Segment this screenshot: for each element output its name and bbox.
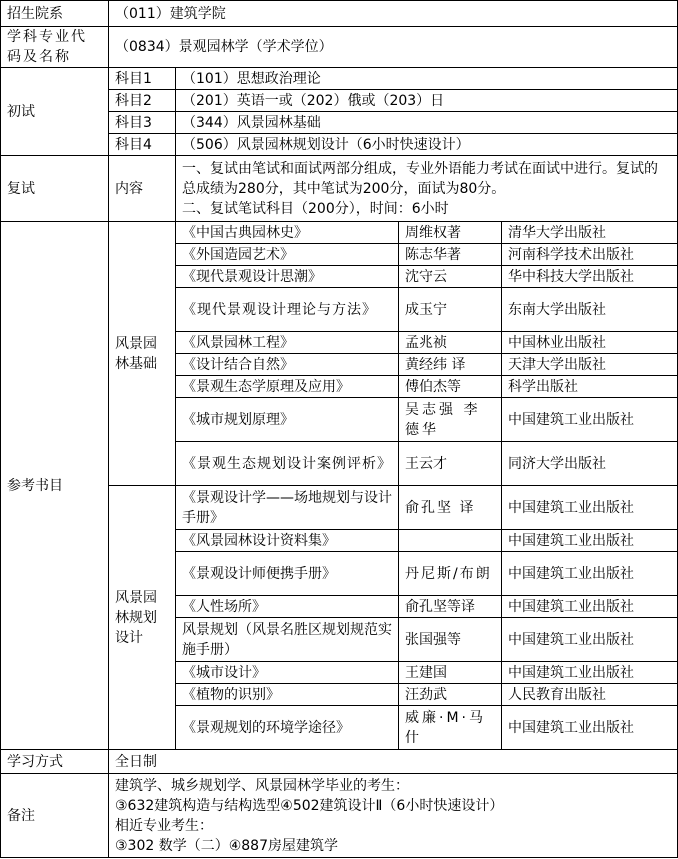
prelim-subject-4-name: 科目4 — [109, 134, 176, 156]
ref-author: 丹尼斯/布朗 — [399, 552, 502, 596]
notes-line-4: ③302 数学（二）④887房屋建筑学 — [115, 837, 338, 854]
notes-line-3: 相近专业考生： — [115, 817, 213, 834]
mode-row — [1, 750, 678, 774]
retest-row — [1, 156, 678, 222]
ref-title: 《中国古典园林史》 — [176, 222, 399, 244]
ref-publisher: 中国建筑工业出版社 — [502, 596, 678, 618]
ref-author: 周维权著 — [399, 222, 502, 244]
prelim-subject-4-value: （506）风景园林规划设计（6小时快速设计） — [176, 134, 678, 156]
ref-author: 俞孔坚等译 — [399, 596, 502, 618]
retest-content — [176, 156, 678, 222]
retest-line-2: 二、复试笔试科目（200分），时间：6小时 — [182, 200, 449, 217]
ref-publisher: 中国建筑工业出版社 — [502, 530, 678, 552]
ref-publisher: 华中科技大学出版社 — [502, 266, 678, 288]
ref-publisher: 天津大学出版社 — [502, 354, 678, 376]
ref-title: 风景规划（风景名胜区规划规范实施手册） — [176, 618, 399, 662]
ref-title: 《外国造园艺术》 — [176, 244, 399, 266]
retest-sub-label: 内容 — [109, 156, 176, 222]
ref-title: 《景观生态学原理及应用》 — [176, 376, 399, 398]
major-row — [1, 27, 678, 68]
ref-publisher: 人民教育出版社 — [502, 684, 678, 706]
ref-publisher: 中国建筑工业出版社 — [502, 662, 678, 684]
notes-label: 备注 — [1, 774, 109, 858]
notes-row — [1, 774, 678, 858]
ref-author: 黄经纬 译 — [399, 354, 502, 376]
prelim-subject-1-name: 科目1 — [109, 68, 176, 90]
ref-group-2-name: 风景园林规划设计 — [109, 486, 176, 750]
ref-author: 吴志强 李德华 — [399, 398, 502, 442]
ref-title: 《城市设计》 — [176, 662, 399, 684]
ref-title: 《风景园林工程》 — [176, 332, 399, 354]
retest-line-1: 一、复试由笔试和面试两部分组成，专业外语能力考试在面试中进行。复试的总成绩为280分，其中笔试为200分，面试为80分。 — [182, 160, 658, 197]
mode-label: 学习方式 — [1, 750, 109, 774]
ref-title: 《风景园林设计资料集》 — [176, 530, 399, 552]
ref-publisher: 中国建筑工业出版社 — [502, 618, 678, 662]
ref-author: 沈守云 — [399, 266, 502, 288]
ref-author: 傅伯杰等 — [399, 376, 502, 398]
ref-title: 《现代景观设计思潮》 — [176, 266, 399, 288]
ref-author: 王建国 — [399, 662, 502, 684]
ref-title: 《景观设计师便携手册》 — [176, 552, 399, 596]
ref-publisher: 中国建筑工业出版社 — [502, 552, 678, 596]
ref-author: 张国强等 — [399, 618, 502, 662]
ref-publisher: 中国林业出版社 — [502, 332, 678, 354]
ref-title: 《景观设计学——场地规划与设计手册》 — [176, 486, 399, 530]
prelim-subject-3-value: （344）风景园林基础 — [176, 112, 678, 134]
retest-label: 复试 — [1, 156, 109, 222]
prelim-subject-2-value: （201）英语一或（202）俄或（203）日 — [176, 90, 678, 112]
ref-publisher: 中国建筑工业出版社 — [502, 706, 678, 750]
ref-author — [399, 530, 502, 552]
prelim-subject-1-value: （101）思想政治理论 — [176, 68, 678, 90]
notes-content — [109, 774, 678, 858]
major-value: （0834）景观园林学（学术学位） — [109, 27, 678, 68]
ref-author: 陈志华著 — [399, 244, 502, 266]
college-label: 招生院系 — [1, 1, 109, 27]
mode-value: 全日制 — [109, 750, 678, 774]
ref-author: 俞孔坚 译 — [399, 486, 502, 530]
prelim-subject-3-name: 科目3 — [109, 112, 176, 134]
ref-publisher: 中国建筑工业出版社 — [502, 398, 678, 442]
ref-group-1-name: 风景园林基础 — [109, 222, 176, 486]
college-value: （011）建筑学院 — [109, 1, 678, 27]
ref-author: 孟兆祯 — [399, 332, 502, 354]
ref-title: 《景观生态规划设计案例评析》 — [176, 442, 399, 486]
ref-author: 汪劲武 — [399, 684, 502, 706]
ref-title: 《设计结合自然》 — [176, 354, 399, 376]
ref-publisher: 河南科学技术出版社 — [502, 244, 678, 266]
prelim-row-1 — [1, 68, 678, 90]
ref-title: 《现代景观设计理论与方法》 — [176, 288, 399, 332]
refs-label: 参考书目 — [1, 222, 109, 750]
ref-publisher: 同济大学出版社 — [502, 442, 678, 486]
ref-author: 威廉·M·马什 — [399, 706, 502, 750]
ref-author: 成玉宁 — [399, 288, 502, 332]
ref-title: 《城市规划原理》 — [176, 398, 399, 442]
college-row — [1, 1, 678, 27]
notes-line-2: ③632建筑构造与结构选型④502建筑设计Ⅱ（6小时快速设计） — [115, 797, 504, 814]
prelim-subject-2-name: 科目2 — [109, 90, 176, 112]
ref-title: 《景观规划的环境学途径》 — [176, 706, 399, 750]
ref-publisher: 东南大学出版社 — [502, 288, 678, 332]
ref-publisher: 科学出版社 — [502, 376, 678, 398]
prelim-label: 初试 — [1, 68, 109, 156]
ref-title: 《人性场所》 — [176, 596, 399, 618]
ref-row — [1, 222, 678, 244]
notes-line-1: 建筑学、城乡规划学、风景园林学毕业的考生： — [115, 777, 409, 794]
ref-publisher: 清华大学出版社 — [502, 222, 678, 244]
ref-publisher: 中国建筑工业出版社 — [502, 486, 678, 530]
major-label: 学科专业代码及名称 — [1, 27, 109, 68]
ref-title: 《植物的识别》 — [176, 684, 399, 706]
ref-author: 王云才 — [399, 442, 502, 486]
